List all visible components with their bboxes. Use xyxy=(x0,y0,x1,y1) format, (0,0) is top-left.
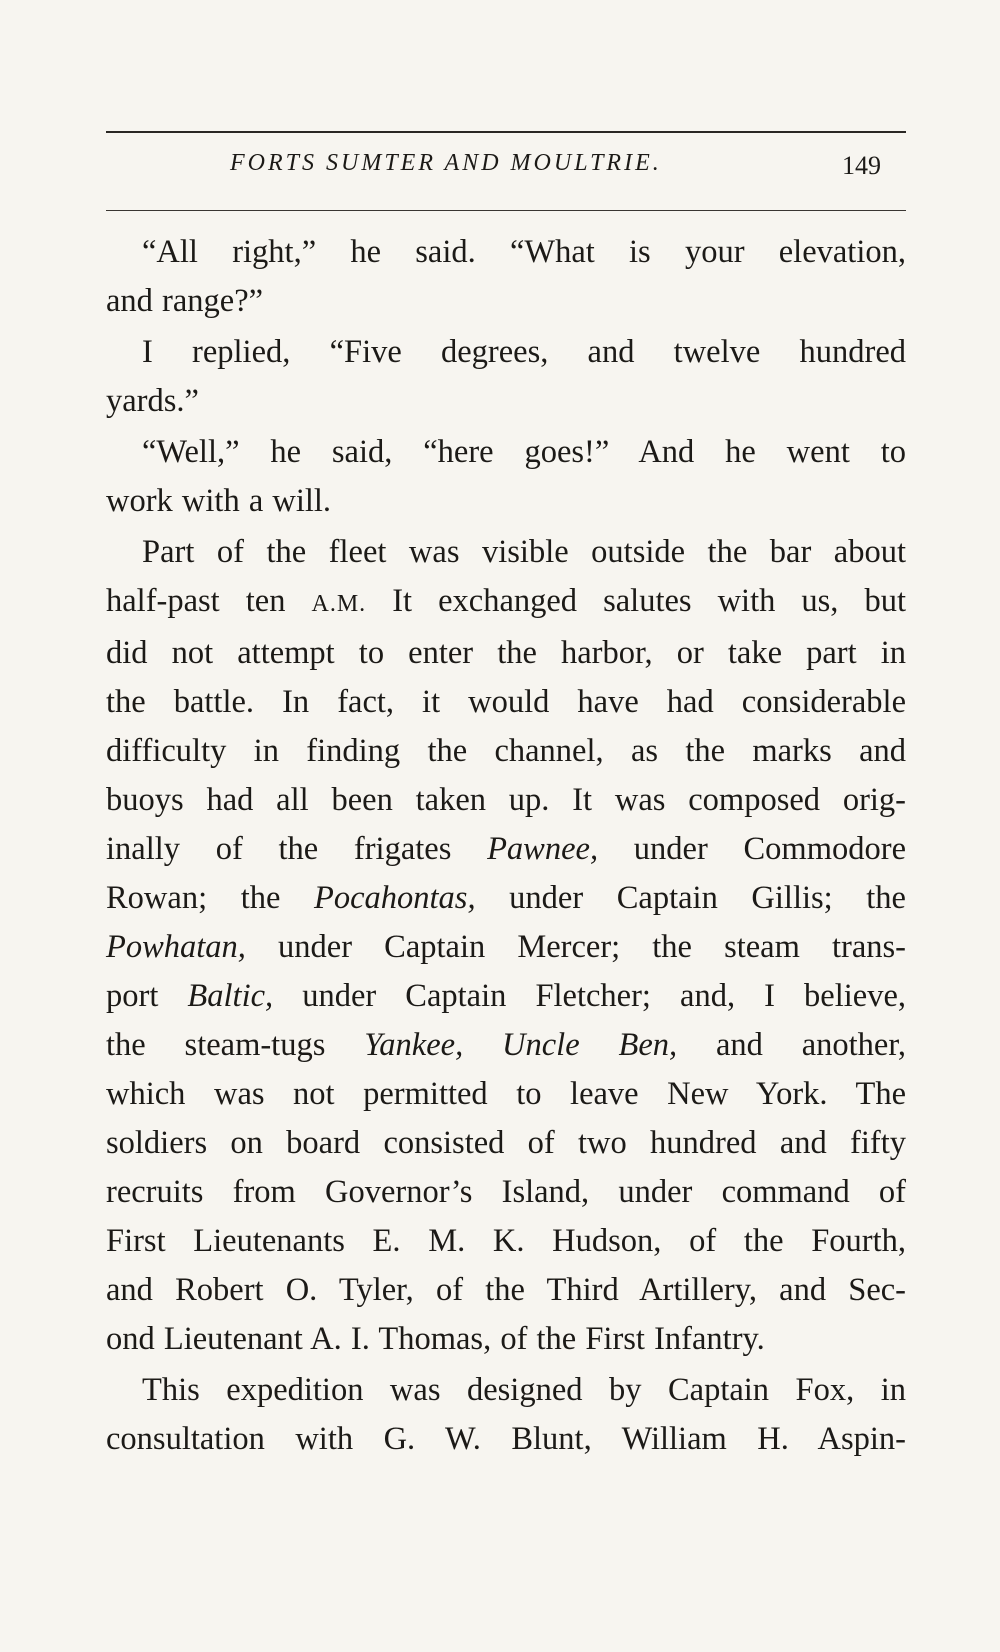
text-line xyxy=(106,1168,906,1217)
text-segment: under Commodore xyxy=(598,831,906,867)
text-line xyxy=(106,776,906,825)
text-line xyxy=(106,528,906,577)
paragraph xyxy=(106,1366,906,1464)
text-line xyxy=(106,1217,906,1266)
italic-text: Pocahontas, xyxy=(313,880,476,916)
text-segment: ond Lieutenant A. I. Thomas, of the First Infantry. xyxy=(106,1321,765,1357)
text-line xyxy=(106,1266,906,1315)
running-title: FORTS SUMTER AND MOULTRIE. xyxy=(230,150,662,176)
text-line xyxy=(106,923,906,972)
text-segment: It exchanged salutes with us, but xyxy=(366,583,906,619)
text-segment: Rowan; the xyxy=(106,880,314,916)
text-line xyxy=(106,1315,906,1364)
text-segment: port xyxy=(106,978,188,1014)
text-line xyxy=(106,874,906,923)
small-caps-text: A.M. xyxy=(311,591,367,617)
text-segment: “Well,” he said, “here goes!” And he went to xyxy=(142,434,906,470)
text-segment: This expedition was designed by Captain Fox, in xyxy=(142,1372,906,1408)
italic-text: Powhatan, xyxy=(106,929,246,965)
text-line xyxy=(106,377,906,426)
header-rule-top xyxy=(106,131,906,133)
text-segment: “All right,” he said. “What is your elevation, xyxy=(142,234,906,270)
text-segment: First Lieutenants E. M. K. Hudson, of the Fourth, xyxy=(106,1223,906,1259)
text-segment: inally of the frigates xyxy=(106,831,488,867)
text-line xyxy=(106,825,906,874)
text-line xyxy=(106,1366,906,1415)
header-rule-bottom xyxy=(106,210,906,211)
text-segment: under Captain Fletcher; and, I believe, xyxy=(273,978,906,1014)
text-segment: the battle. In fact, it would have had considerable xyxy=(106,684,906,720)
text-segment: work with a will. xyxy=(106,483,332,519)
italic-text: Baltic, xyxy=(187,978,274,1014)
paragraph xyxy=(106,428,906,526)
text-segment: and another, xyxy=(677,1027,907,1063)
body-text xyxy=(106,228,906,1466)
paragraph xyxy=(106,228,906,326)
text-segment: under Captain Mercer; the steam trans- xyxy=(245,929,906,965)
paragraph xyxy=(106,328,906,426)
text-line xyxy=(106,727,906,776)
text-segment: difficulty in finding the channel, as the marks and xyxy=(106,733,906,769)
text-segment: I replied, “Five degrees, and twelve hundred xyxy=(142,334,906,370)
text-line xyxy=(106,1021,906,1070)
text-segment: soldiers on board consisted of two hundred and fifty xyxy=(106,1125,906,1161)
text-segment: Part of the fleet was visible outside the bar about xyxy=(142,534,906,570)
text-line xyxy=(106,1415,906,1464)
text-line xyxy=(106,678,906,727)
text-segment: and range?” xyxy=(106,283,264,319)
text-segment: yards.” xyxy=(106,383,199,419)
text-line xyxy=(106,1070,906,1119)
text-segment: the steam-tugs xyxy=(106,1027,365,1063)
text-line xyxy=(106,629,906,678)
italic-text: Yankee, Uncle Ben, xyxy=(364,1027,678,1063)
text-line xyxy=(106,328,906,377)
text-line xyxy=(106,1119,906,1168)
text-line xyxy=(106,972,906,1021)
text-segment: did not attempt to enter the harbor, or take part in xyxy=(106,635,906,671)
text-segment: half-past ten xyxy=(106,583,312,619)
text-line xyxy=(106,228,906,277)
text-line xyxy=(106,577,906,629)
text-line xyxy=(106,277,906,326)
paragraph xyxy=(106,528,906,1364)
text-segment: and Robert O. Tyler, of the Third Artillery, and Sec- xyxy=(106,1272,906,1308)
text-segment: buoys had all been taken up. It was composed orig- xyxy=(106,782,906,818)
italic-text: Pawnee, xyxy=(487,831,599,867)
text-segment: recruits from Governor’s Island, under command of xyxy=(106,1174,906,1210)
text-segment: which was not permitted to leave New York. The xyxy=(106,1076,906,1112)
text-line xyxy=(106,428,906,477)
text-segment: consultation with G. W. Blunt, William H. Aspin- xyxy=(106,1421,906,1457)
page-number: 149 xyxy=(842,151,881,180)
text-line xyxy=(106,477,906,526)
text-segment: under Captain Gillis; the xyxy=(475,880,906,916)
